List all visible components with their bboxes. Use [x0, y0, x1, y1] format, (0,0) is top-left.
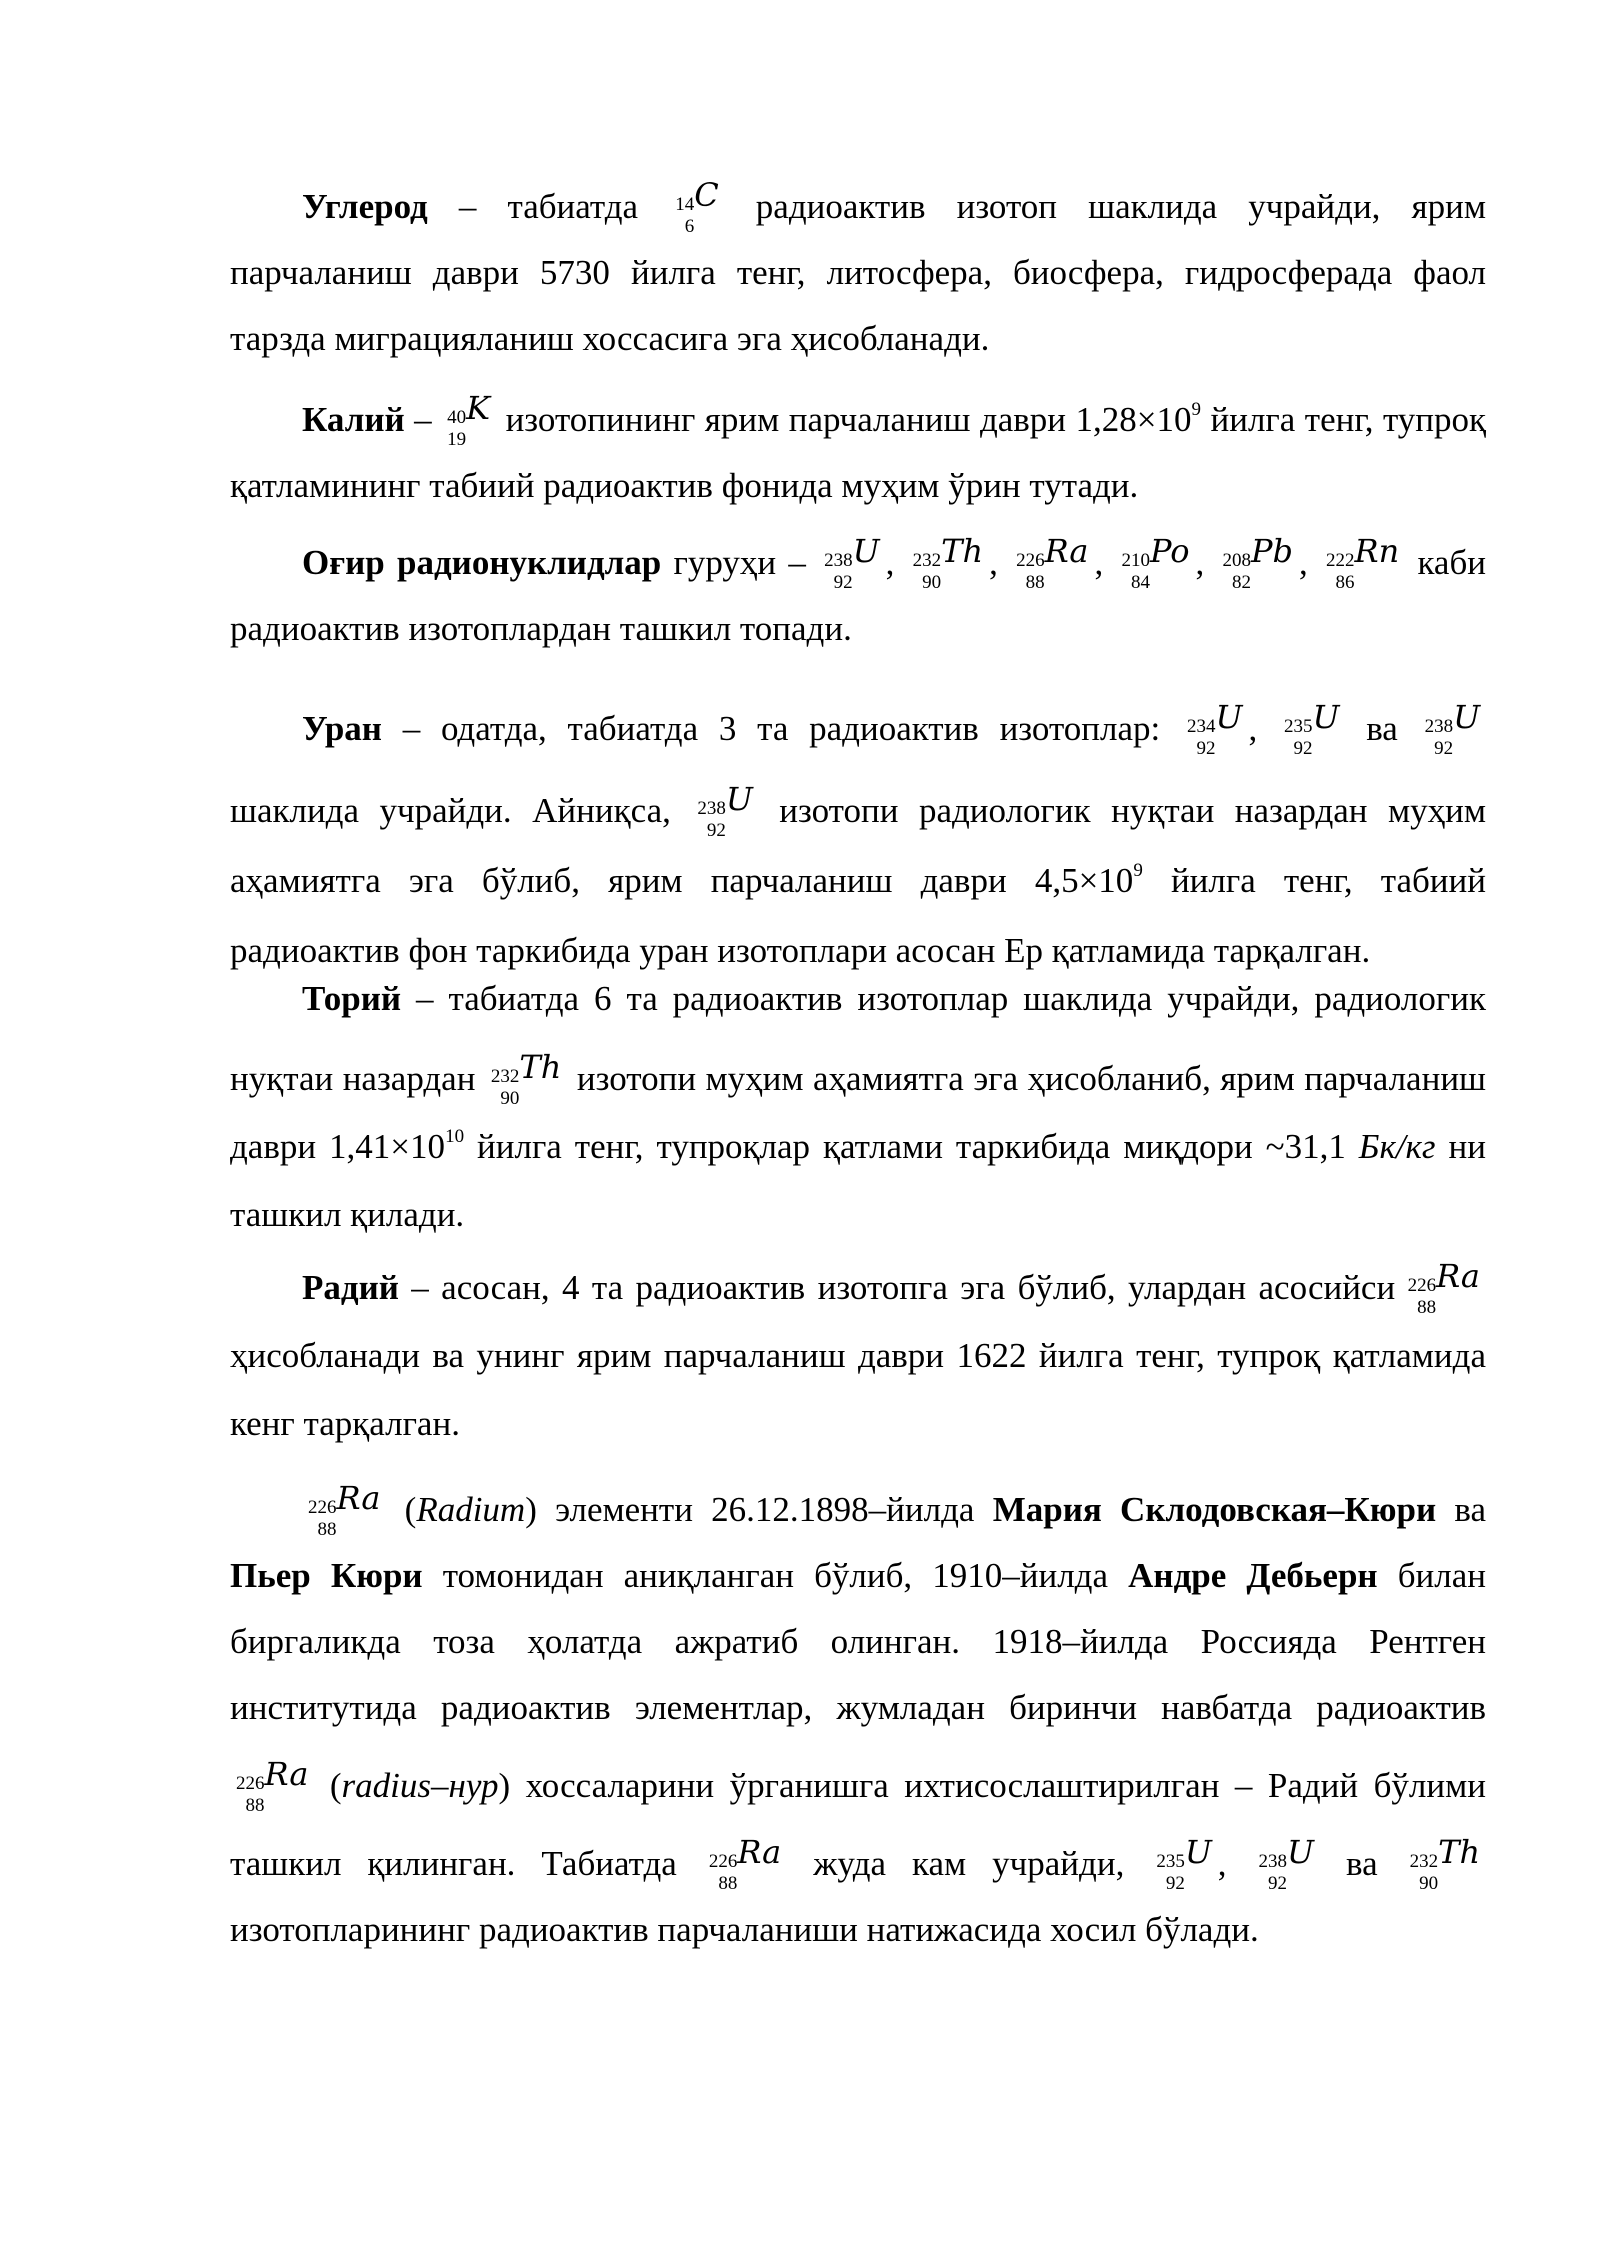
- paragraph-carbon: Углерод – табиатда 14 6 C радиоактив изотоп шаклида учрайди, ярим парчаланиш даври 5730 йилга тенг, литосфера, биосфера, гидросферада фаол тарзда миграцияланиш хоссасига эга ҳисобланади.: [230, 162, 1486, 372]
- isotope-th232: 232 90 Th: [1409, 1833, 1481, 1894]
- isotope-ra226: 226 88 Ra: [236, 1755, 309, 1816]
- isotope-u238: 238 92 U: [697, 780, 753, 841]
- isotope-c14: 14 6 C: [675, 176, 719, 237]
- isotope-u238: 238 92 U: [824, 532, 880, 593]
- isotope-u238: 238 92 U: [1258, 1833, 1315, 1894]
- isotope-ra226: 226 88 Ra: [1407, 1257, 1480, 1318]
- paragraph-radium: Радий – асосан, 4 та радиоактив изотопга эга бўлиб, улардан асосийси 226 88 Ra ҳисобланади ва унинг ярим парчаланиш даври 1622 йилга тенг, тупроқ қатламида кенг тарқалган.: [230, 1242, 1486, 1458]
- isotope-po210: 210 84 Po: [1121, 532, 1190, 593]
- isotope-u235: 235 92 U: [1283, 698, 1340, 759]
- term-heavy-radionuclides: Оғир радионуклидлар: [302, 543, 662, 582]
- term-potassium: Калий: [302, 400, 405, 439]
- term-radium: Радий: [302, 1268, 399, 1307]
- isotope-th232: 232 90 Th: [912, 532, 984, 593]
- term-uranium: Уран: [302, 709, 382, 748]
- paragraph-radium-history: 226 88 Ra (Radium) элементи 26.12.1898–йилда Мария Склодовская–Кюри ва Пьер Кюри томонидан аниқланган бўлиб, 1910–йилда Андре Дебьерн билан биргаликда тоза ҳолатда ажратиб олинган. 1918–йилда Россияда Рентген институтида радиоактив элементлар, жумладан биринчи навбатда радиоактив 226 88 Ra (radius–нур) хоссаларини ўрганишга ихтисослаштирилган – Радий бўлими ташкил қилинган. Табиатда 226 88 Ra жуда кам учрайди, 235 92 U , 238 92 U ва 232 90 Th изотопларининг радиоактив парчаланиши натижасида хосил бўлади.: [230, 1465, 1486, 1963]
- term-thorium: Торий: [302, 979, 402, 1018]
- isotope-u238: 238 92 U: [1424, 698, 1481, 759]
- isotope-ra226: 226 88 Ra: [708, 1833, 782, 1894]
- unit-bq-kg: Бк/кг: [1358, 1127, 1436, 1166]
- term-carbon: Углерод: [302, 187, 428, 226]
- isotope-u234: 234 92 U: [1187, 698, 1243, 759]
- paragraph-potassium: Калий – 40 19 K изотопининг ярим парчаланиш даври $1,28\times 10^9$ йилга тенг, тупроқ қатламининг табиий радиоактив фонида муҳим ўрин тутади.: [230, 375, 1486, 519]
- paragraph-thorium: Торий – табиатда 6 та радиоактив изотоплар шаклида учрайди, радиологик нуқтаи назардан 232 90 Th изотопи муҳим аҳамиятга эга ҳисобланиб, ярим парчаланиш даври $1,41\times 10^{10}$ йилга тенг, тупроқлар қатлами таркибида миқдори ~31,1 Бк/кг ни ташкил қилади.: [230, 979, 1487, 1234]
- paragraph-uranium: Уран – одатда, табиатда 3 та радиоактив изотоплар: 234 92 U , 235 92 U ва 238 92 U шаклида учрайди. Айниқса, 238 92 U изотопи радиологик нуқтаи назардан муҳим аҳамиятга эга бўлиб, ярим парчаланиш даври $4,5\times 10^9$ йилга тенг, табиий радиоактив фон таркибида уран изотоплари асосан Ер қатламида тарқалган.: [230, 682, 1486, 986]
- isotope-ra226: 226 88 Ra: [1016, 532, 1089, 593]
- isotope-u235: 235 92 U: [1156, 1833, 1212, 1894]
- isotope-rn222: 222 86 Rn: [1326, 532, 1400, 593]
- paragraph-heavy-radionuclides: Оғир радионуклидлар гуруҳи – 238 92 U , 232 90 Th , 226 88 Ra , 210 84 Po , 208 82 Pb , 222 86 Rn каби радиоактив изотоплардан ташкил топади.: [230, 518, 1486, 662]
- isotope-pb208: 208 82 Pb: [1222, 532, 1293, 593]
- isotope-th232: 232 90 Th: [490, 1048, 562, 1109]
- isotope-k40: 40 19 K: [447, 389, 491, 450]
- isotope-ra226: 226 88 Ra: [308, 1479, 381, 1540]
